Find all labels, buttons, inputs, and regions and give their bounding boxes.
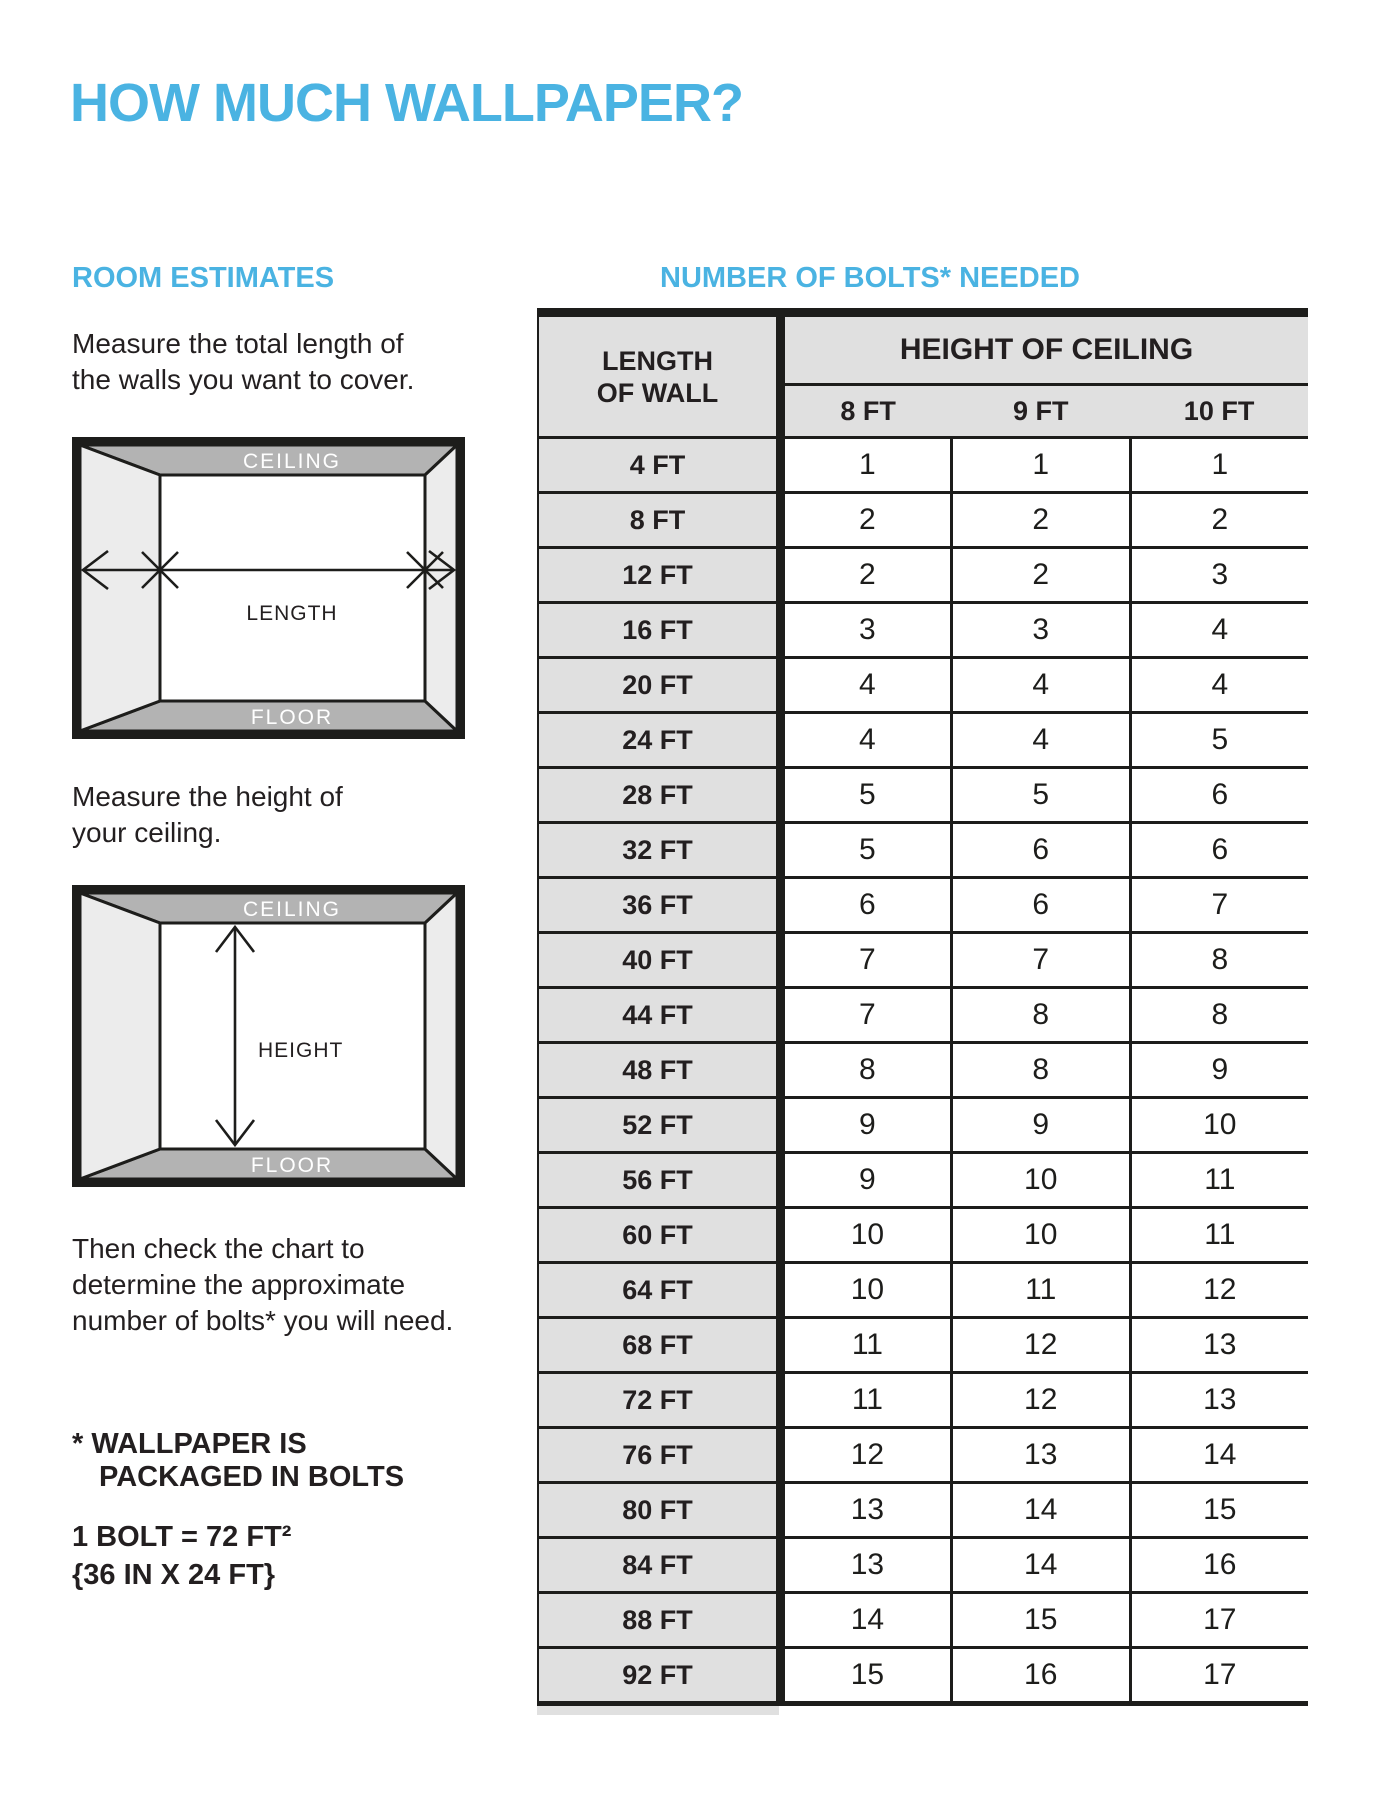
bolt-count-cell: 2: [781, 493, 952, 548]
wall-length-cell: 52 FT: [538, 1098, 781, 1153]
floor-label: FLOOR: [250, 1154, 334, 1177]
table-row: [538, 1318, 1308, 1373]
bolt-count-cell: 13: [781, 1538, 952, 1593]
bolt-count-cell: 2: [951, 548, 1130, 603]
wall-length-cell: 20 FT: [538, 658, 781, 713]
bolt-count-cell: 6: [951, 878, 1130, 933]
height-diagram: [72, 885, 465, 1187]
bolt-count-cell: 12: [1130, 1263, 1308, 1318]
bolt-count-cell: 16: [1130, 1538, 1308, 1593]
length-of-wall-line1: LENGTH: [602, 345, 713, 376]
table-row: [538, 1428, 1308, 1483]
bolt-count-cell: 8: [1130, 933, 1308, 988]
bolt-count-cell: 12: [951, 1373, 1130, 1428]
col-header-10ft: 10 FT: [1130, 385, 1308, 438]
length-of-wall-header: [538, 313, 781, 438]
bolt-count-cell: 7: [781, 988, 952, 1043]
table-row: [538, 878, 1308, 933]
bolt-count-cell: 13: [1130, 1373, 1308, 1428]
length-of-wall-line2: OF WALL: [596, 377, 719, 408]
wall-length-cell: 32 FT: [538, 823, 781, 878]
bolts-footnote: [72, 1428, 404, 1494]
bolt-count-cell: 3: [781, 603, 952, 658]
ceiling-label: CEILING: [242, 450, 342, 473]
bolts-table: [537, 308, 1308, 1706]
bolt-count-cell: 15: [1130, 1483, 1308, 1538]
table-row: [538, 823, 1308, 878]
table-row: [538, 1098, 1308, 1153]
bolt-count-cell: 2: [781, 548, 952, 603]
wall-length-cell: 44 FT: [538, 988, 781, 1043]
wall-length-cell: 4 FT: [538, 438, 781, 493]
bolt-count-cell: 7: [951, 933, 1130, 988]
page-title: HOW MUCH WALLPAPER?: [70, 73, 743, 133]
table-row: [538, 1208, 1308, 1263]
ceiling-label: CEILING: [242, 898, 342, 921]
bolt-count-cell: 9: [781, 1153, 952, 1208]
bolt-count-cell: 14: [781, 1593, 952, 1648]
bolt-count-cell: 3: [1130, 548, 1308, 603]
bolt-count-cell: 15: [951, 1593, 1130, 1648]
bolt-count-cell: 11: [951, 1263, 1130, 1318]
bolt-count-cell: 10: [951, 1153, 1130, 1208]
bolt-count-cell: 16: [951, 1648, 1130, 1704]
table-row: [538, 493, 1308, 548]
height-of-ceiling-header: HEIGHT OF CEILING: [781, 313, 1308, 385]
wall-length-cell: 16 FT: [538, 603, 781, 658]
right-wall: [425, 893, 457, 1179]
bolt-count-cell: 10: [781, 1263, 952, 1318]
bolt-count-cell: 12: [781, 1428, 952, 1483]
wall-length-cell: 76 FT: [538, 1428, 781, 1483]
table-header-row-1: [538, 313, 1308, 385]
bolt-count-cell: 13: [951, 1428, 1130, 1483]
instruction-chart-line2: determine the approximate: [72, 1269, 406, 1300]
wall-length-cell: 56 FT: [538, 1153, 781, 1208]
bolt-count-cell: 15: [781, 1648, 952, 1704]
bolt-count-cell: 7: [1130, 878, 1308, 933]
table-row: [538, 1263, 1308, 1318]
room-estimates-heading: ROOM ESTIMATES: [72, 262, 335, 294]
bolt-count-cell: 5: [951, 768, 1130, 823]
bolt-count-cell: 1: [781, 438, 952, 493]
bolt-count-cell: 10: [781, 1208, 952, 1263]
bolt-count-cell: 6: [1130, 768, 1308, 823]
bolt-count-cell: 9: [781, 1098, 952, 1153]
table-row: [538, 438, 1308, 493]
instruction-length-line2: the walls you want to cover.: [72, 364, 415, 395]
wall-length-cell: 8 FT: [538, 493, 781, 548]
bolts-footnote-line2: PACKAGED IN BOLTS: [99, 1461, 405, 1493]
bolt-equation-line2: {36 IN X 24 FT}: [72, 1559, 276, 1591]
bolt-count-cell: 8: [951, 1043, 1130, 1098]
bolt-equation-line1: 1 BOLT = 72 FT²: [72, 1521, 292, 1553]
instruction-height-line2: your ceiling.: [72, 817, 222, 848]
wall-length-cell: 68 FT: [538, 1318, 781, 1373]
table-row: [538, 548, 1308, 603]
bolt-count-cell: 11: [1130, 1208, 1308, 1263]
bolt-count-cell: 6: [951, 823, 1130, 878]
bolt-count-cell: 3: [951, 603, 1130, 658]
bolt-count-cell: 14: [1130, 1428, 1308, 1483]
bolt-count-cell: 10: [1130, 1098, 1308, 1153]
wall-length-cell: 12 FT: [538, 548, 781, 603]
bolts-table-body: [538, 438, 1308, 1704]
instruction-chart-line1: Then check the chart to: [72, 1233, 365, 1264]
bolt-count-cell: 11: [781, 1318, 952, 1373]
bolt-count-cell: 11: [781, 1373, 952, 1428]
instruction-length: [72, 326, 414, 398]
floor-label: FLOOR: [250, 706, 334, 729]
wall-length-cell: 80 FT: [538, 1483, 781, 1538]
bolt-count-cell: 4: [781, 713, 952, 768]
wall-length-cell: 24 FT: [538, 713, 781, 768]
bolts-needed-heading: NUMBER OF BOLTS* NEEDED: [660, 262, 1080, 294]
wall-length-cell: 84 FT: [538, 1538, 781, 1593]
table-row: [538, 933, 1308, 988]
bolt-count-cell: 4: [1130, 603, 1308, 658]
table-row: [538, 1538, 1308, 1593]
bolt-count-cell: 6: [781, 878, 952, 933]
bolt-count-cell: 2: [951, 493, 1130, 548]
table-row: [538, 1483, 1308, 1538]
instruction-height-line1: Measure the height of: [72, 781, 343, 812]
wall-length-cell: 48 FT: [538, 1043, 781, 1098]
bolt-count-cell: 8: [951, 988, 1130, 1043]
table-row: [538, 1593, 1308, 1648]
bolt-count-cell: 5: [781, 823, 952, 878]
table-row: [538, 1373, 1308, 1428]
height-label: HEIGHT: [258, 1039, 344, 1062]
bolt-equation: [72, 1518, 291, 1594]
length-label: LENGTH: [246, 602, 338, 625]
bolt-count-cell: 8: [1130, 988, 1308, 1043]
length-diagram: [72, 437, 465, 739]
bolts-footnote-line1: * WALLPAPER IS: [72, 1428, 307, 1460]
wall-length-cell: 72 FT: [538, 1373, 781, 1428]
instruction-chart-line3: number of bolts* you will need.: [72, 1305, 454, 1336]
bolt-count-cell: 5: [1130, 713, 1308, 768]
wall-length-cell: 92 FT: [538, 1648, 781, 1704]
back-wall: [160, 923, 425, 1149]
left-wall: [80, 893, 160, 1179]
col-header-9ft: 9 FT: [951, 385, 1130, 438]
bolt-count-cell: 17: [1130, 1593, 1308, 1648]
instruction-height: [72, 779, 343, 851]
bolt-count-cell: 9: [1130, 1043, 1308, 1098]
wall-length-cell: 64 FT: [538, 1263, 781, 1318]
bolt-count-cell: 8: [781, 1043, 952, 1098]
table-row: [538, 1648, 1308, 1704]
left-wall: [80, 445, 160, 731]
wall-length-cell: 60 FT: [538, 1208, 781, 1263]
table-row: [538, 1153, 1308, 1208]
bolt-count-cell: 17: [1130, 1648, 1308, 1704]
bolt-count-cell: 13: [781, 1483, 952, 1538]
wall-length-cell: 40 FT: [538, 933, 781, 988]
table-row: [538, 713, 1308, 768]
bolt-count-cell: 2: [1130, 493, 1308, 548]
table-row: [538, 768, 1308, 823]
table-row: [538, 658, 1308, 713]
bolt-count-cell: 1: [951, 438, 1130, 493]
table-row: [538, 1043, 1308, 1098]
bolt-count-cell: 10: [951, 1208, 1130, 1263]
bolt-count-cell: 11: [1130, 1153, 1308, 1208]
wall-length-cell: 88 FT: [538, 1593, 781, 1648]
table-row: [538, 603, 1308, 658]
col-header-8ft: 8 FT: [781, 385, 952, 438]
bolt-count-cell: 14: [951, 1483, 1130, 1538]
bolt-count-cell: 1: [1130, 438, 1308, 493]
wall-length-cell: 28 FT: [538, 768, 781, 823]
bolts-table-container: [537, 308, 1312, 1715]
bolt-count-cell: 4: [781, 658, 952, 713]
instruction-length-line1: Measure the total length of: [72, 328, 404, 359]
bolt-count-cell: 14: [951, 1538, 1130, 1593]
back-wall: [160, 475, 425, 701]
bolt-count-cell: 5: [781, 768, 952, 823]
bolt-count-cell: 12: [951, 1318, 1130, 1373]
bolt-count-cell: 13: [1130, 1318, 1308, 1373]
table-footer-strip: [537, 1706, 779, 1715]
bolt-count-cell: 7: [781, 933, 952, 988]
bolt-count-cell: 4: [951, 658, 1130, 713]
bolt-count-cell: 6: [1130, 823, 1308, 878]
bolt-count-cell: 4: [1130, 658, 1308, 713]
table-row: [538, 988, 1308, 1043]
wall-length-cell: 36 FT: [538, 878, 781, 933]
bolt-count-cell: 9: [951, 1098, 1130, 1153]
instruction-chart: [72, 1231, 453, 1339]
bolt-count-cell: 4: [951, 713, 1130, 768]
